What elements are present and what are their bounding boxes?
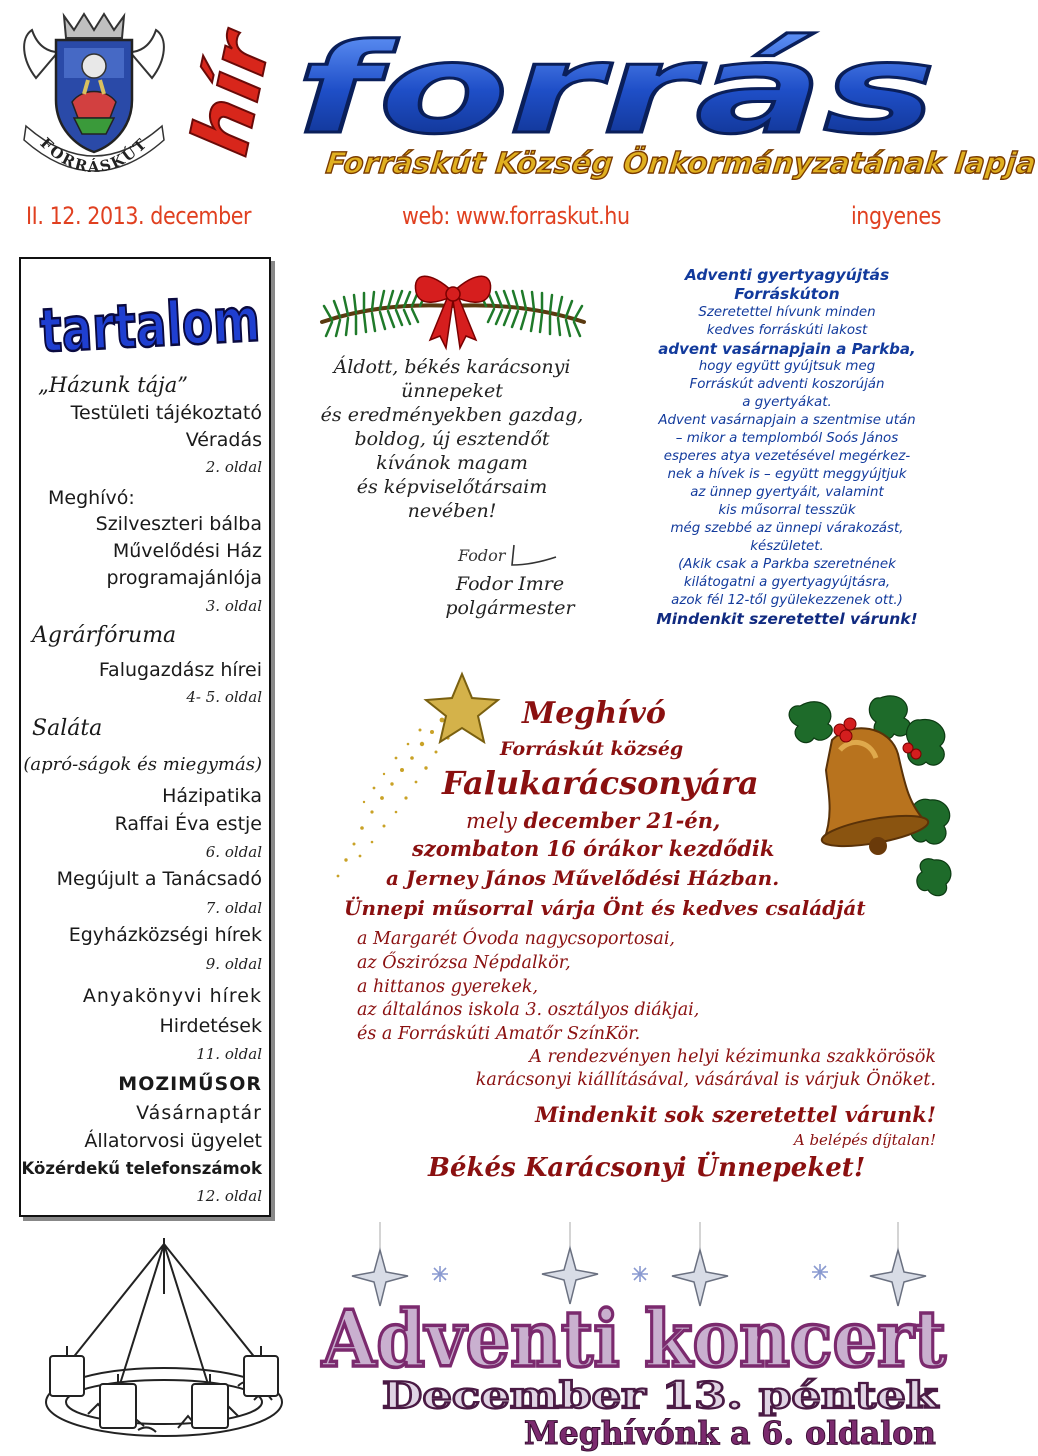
village-crest-logo xyxy=(14,8,174,193)
toc-page-3: 3. oldal xyxy=(205,597,262,615)
issue-date: II. 12. 2013. december xyxy=(26,202,252,230)
toc-entry-hazunk-taja[interactable]: „Házunk tája” xyxy=(38,373,188,397)
toc-entry-falugazdasz[interactable]: Falugazdász hírei xyxy=(98,659,262,681)
toc-entry-testuleti[interactable]: Testületi tájékoztató xyxy=(70,402,262,424)
free-entry-note: A belépés díjtalan! xyxy=(793,1131,936,1149)
toc-entry-programajanlo[interactable]: programajánlója xyxy=(106,567,262,589)
hir-wordmark xyxy=(175,10,289,180)
forras-wordmark xyxy=(280,18,952,162)
svg-text:Fodor: Fodor xyxy=(458,546,506,565)
invitation-place: a Jerney János Művelődési Házban. xyxy=(386,866,780,890)
concert-date xyxy=(360,1375,960,1417)
toc-entry-szilveszter[interactable]: Szilveszteri bálba xyxy=(95,513,262,535)
toc-entry-tanacsado[interactable]: Megújult a Tanácsadó xyxy=(56,868,262,890)
toc-entry-telefonszamok[interactable]: Közérdekű telefonszámok xyxy=(21,1159,262,1178)
toc-entry-meghivo[interactable]: Meghívó: xyxy=(48,487,135,509)
masthead xyxy=(0,0,1038,200)
toc-entry-muvelodesi-haz[interactable]: Művelődési Ház xyxy=(112,540,262,562)
svg-text:December 13. péntek: December 13. péntek xyxy=(382,1375,940,1417)
toc-entry-veradas[interactable]: Véradás xyxy=(185,429,262,451)
christmas-bell-holly-decoration xyxy=(780,690,958,900)
toc-page-11: 11. oldal xyxy=(196,1045,262,1063)
invitation-program: Ünnepi műsorral várja Önt és kedves családját xyxy=(344,896,866,920)
toc-page-2: 2. oldal xyxy=(205,458,262,476)
advent-wreath-icon xyxy=(28,1234,300,1454)
toc-entry-allatorvos[interactable]: Állatorvosi ügyelet xyxy=(84,1130,262,1152)
performer-item: a hittanos gyerekek, xyxy=(357,977,539,997)
svg-text:Meghívónk a 6. oldalon: Meghívónk a 6. oldalon xyxy=(524,1414,936,1452)
toc-entry-mozimusor[interactable]: MOZIMŰSOR xyxy=(118,1073,262,1095)
masthead-subtitle: Forráskút Község Önkormányzatának lapja xyxy=(324,146,1038,180)
invitation-note: karácsonyi kiállításával, vásárával is várjuk Önöket. xyxy=(475,1070,936,1090)
toc-entry-raffai[interactable]: Raffai Éva estje xyxy=(114,813,262,835)
advent-concert-title xyxy=(314,1294,954,1385)
performer-item: és a Forráskúti Amatőr SzínKör. xyxy=(357,1024,641,1044)
advent-candle-lighting-notice: Adventi gyertyagyújtás Forráskúton Szeretettel hívunk minden kedves forráskúti lakost advent vasárnapjain a Parkba, hogy együtt gyújtsuk meg Forráskút adventi koszorúján a gyertyákat. Advent vasárnapjain a szentmise után – mikor a templomból Soós János esperes atya vezetésével megérkez- nek a hívek is – együtt meggyújtjuk az ünnep gyertyáit, valamint kis műsorral tesszük még szebbé az ünnepi várakozást, készületet. (Akik csak a Parkba szeretnének kilátogatni a gyertyagyújtásra, azok fél 12-től gyülekezzenek ott.) Mindenkit szeretettel várunk! xyxy=(656,266,918,628)
toc-page-6: 6. oldal xyxy=(205,843,262,861)
toc-entry-vasarnaptar[interactable]: Vásárnaptár xyxy=(136,1102,262,1124)
svg-text:hír: hír xyxy=(175,25,289,163)
mayor-greeting: Áldott, békés karácsonyi ünnepeket és eredményekben gazdag, boldog, új esztendőt kívánok magam és képviselőtársaim nevében! xyxy=(320,356,584,522)
contents-title xyxy=(36,281,334,367)
toc-entry-agrarforum[interactable]: Agrárfóruma xyxy=(32,623,177,648)
toc-page-9: 9. oldal xyxy=(205,955,262,973)
svg-text:Adventi koncert: Adventi koncert xyxy=(321,1294,946,1385)
svg-text:tartalom: tartalom xyxy=(38,281,334,367)
toc-entry-aprosagok[interactable]: (apró-ságok és miegymás) xyxy=(23,754,262,775)
concert-page-reference xyxy=(520,1416,940,1450)
website-link[interactable]: web: www.forraskut.hu xyxy=(402,202,630,230)
invitation-note: A rendezvényen helyi kézimunka szakkörösök xyxy=(529,1047,936,1067)
toc-entry-hirdetesek[interactable]: Hirdetések xyxy=(159,1015,262,1037)
mayor-signature xyxy=(452,535,562,575)
svg-text:FORRÁSKÚT: FORRÁSKÚT xyxy=(36,134,152,177)
performer-item: a Margarét Óvoda nagycsoportosai, xyxy=(357,929,675,949)
invitation-village: Forráskút község xyxy=(500,738,684,760)
mayor-name: Fodor Imre polgármester xyxy=(445,573,575,619)
svg-text:forrás: forrás xyxy=(296,18,936,162)
performer-item: az általános iskola 3. osztályos diákjai, xyxy=(357,1000,700,1020)
toc-page-4-5: 4- 5. oldal xyxy=(186,688,262,706)
invitation-event: Falukarácsonyára xyxy=(442,764,759,802)
invitation-date: mely december 21-én, xyxy=(466,808,721,833)
toc-entry-egyhazkozseg[interactable]: Egyházközségi hírek xyxy=(68,924,262,946)
invitation-time: szombaton 16 órákor kezdődik xyxy=(412,836,775,861)
christmas-wish: Békés Karácsonyi Ünnepeket! xyxy=(428,1153,866,1183)
price-label: ingyenes xyxy=(851,202,941,230)
invitation-title: Meghívó xyxy=(522,696,666,731)
invitation-welcome: Mindenkit sok szeretettel várunk! xyxy=(535,1102,936,1127)
toc-entry-salata[interactable]: Saláta xyxy=(32,716,103,741)
performer-item: az Őszirózsa Népdalkör, xyxy=(357,953,571,973)
toc-page-12: 12. oldal xyxy=(196,1187,262,1205)
toc-entry-hazipatika[interactable]: Házipatika xyxy=(162,785,262,807)
toc-page-7: 7. oldal xyxy=(205,899,262,917)
toc-entry-anyakonyv[interactable]: Anyakönyvi hírek xyxy=(82,985,262,1007)
